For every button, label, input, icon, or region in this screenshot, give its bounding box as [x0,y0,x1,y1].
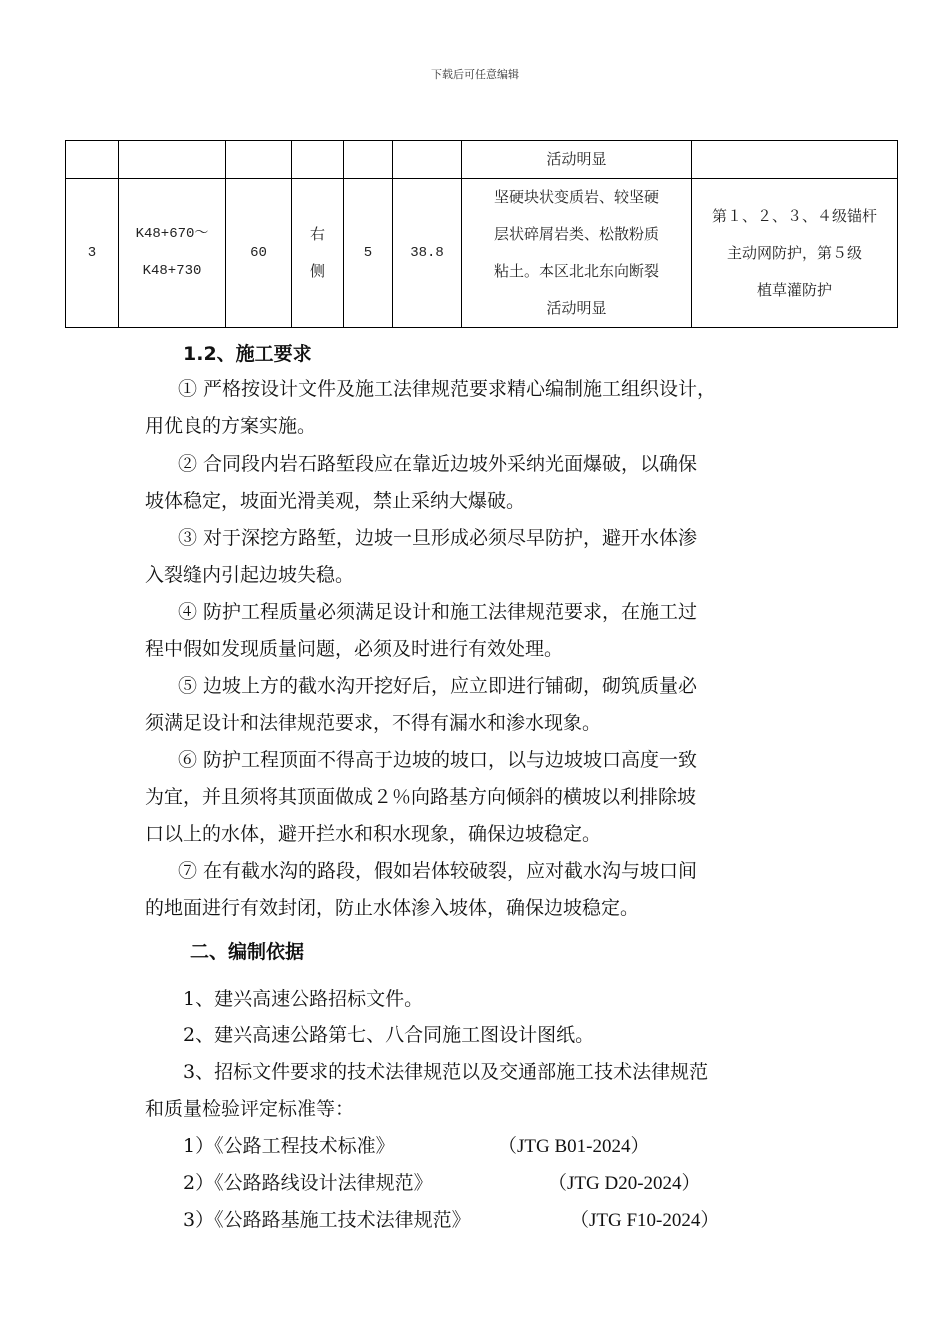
table-cell-side [292,179,344,328]
protection-line: 第１、２、３、４级锚杆 [711,206,877,225]
protection-line: 植草灌防护 [756,280,832,299]
requirement-3-line-1: ③ 对于深挖方路堑，边坡一旦形成必须尽早防护，避开水体渗 [178,527,698,549]
basis-item-1: 1、建兴高速公路招标文件。 [183,988,424,1010]
table-cell [66,141,119,179]
requirement-6-line-1: ⑥ 防护工程顶面不得高于边坡的坡口，以与边坡坡口高度一致 [178,749,698,771]
standard-code-3: （JTG F10-2024） [570,1210,720,1231]
geology-line: 活动明显 [546,299,607,317]
geology-line: 坚硬块状变质岩、较坚硬 [493,188,659,206]
standard-ref-3: 3）《公路路基施工技术法律规范》 [183,1209,471,1231]
station-start: K48+670～ [135,226,209,242]
table-cell [119,141,226,179]
table-row [66,179,898,328]
page-header-note: 下载后可任意编辑 [431,68,519,81]
standard-code-2: （JTG D20-2024） [548,1173,701,1194]
station-end: K48+730 [142,263,202,279]
requirement-6-line-3: 口以上的水体，避开拦水和积水现象，确保边坡稳定。 [145,823,602,845]
table-cell [393,141,462,179]
requirement-1-line-1: ① 严格按设计文件及施工法律规范要求精心编制施工组织设计， [178,378,717,400]
standard-code-1: （JTG B01-2024） [498,1136,650,1157]
table-cell-protection [692,179,898,328]
basis-item-3-cont: 和质量检验评定标准等： [145,1098,355,1120]
requirement-5-line-1: ⑤ 边坡上方的截水沟开挖好后，应立即进行铺砌，砌筑质量必 [178,675,698,697]
table-cell-height: 38.8 [393,179,462,328]
requirement-3-line-2: 入裂缝内引起边坡失稳。 [145,564,355,586]
table-cell-no: 3 [66,179,119,328]
standard-ref-2: 2）《公路路线设计法律规范》 [183,1172,433,1194]
requirement-5-line-2: 须满足设计和法律规范要求，不得有漏水和渗水现象。 [145,712,602,734]
geology-line: 层状碎屑岩类、松散粉质 [493,225,659,243]
protection-line: 主动网防护，第５级 [726,243,862,262]
geology-line: 粘土。本区北北东向断裂 [493,262,659,280]
requirement-4-line-1: ④ 防护工程质量必须满足设计和施工法律规范要求，在施工过 [178,601,698,623]
requirement-1-line-2: 用优良的方案实施。 [145,415,317,437]
table-cell-geology [462,179,692,328]
basis-item-2: 2、建兴高速公路第七、八合同施工图设计图纸。 [183,1024,595,1046]
table-cell [292,141,344,179]
table-cell-geology: 活动明显 [462,141,692,179]
requirement-2-line-2: 坡体稳定，坡面光滑美观，禁止采纳大爆破。 [145,490,526,512]
section-heading: 1.2、施工要求 [183,343,312,365]
requirement-4-line-2: 程中假如发现质量问题，必须及时进行有效处理。 [145,638,564,660]
table-cell [344,141,393,179]
table-cell-levels: 5 [344,179,393,328]
standard-ref-1: 1）《公路工程技术标准》 [183,1135,395,1157]
slope-protection-table [65,140,898,328]
requirement-7-line-2: 的地面进行有效封闭，防止水体渗入坡体，确保边坡稳定。 [145,897,640,919]
table-cell-length: 60 [226,179,292,328]
side-char-2: 侧 [309,262,325,280]
table-cell-station [119,179,226,328]
section-heading: 二、编制依据 [190,941,305,963]
table-row [66,141,898,179]
side-char-1: 右 [309,225,325,243]
table-cell [226,141,292,179]
requirement-2-line-1: ② 合同段内岩石路堑段应在靠近边坡外采纳光面爆破，以确保 [178,453,698,475]
table-cell [692,141,898,179]
requirement-6-line-2: 为宜，并且须将其顶面做成２％向路基方向倾斜的横坡以利排除坡 [145,786,697,808]
basis-item-3: 3、招标文件要求的技术法律规范以及交通部施工技术法律规范 [183,1061,709,1083]
requirement-7-line-1: ⑦ 在有截水沟的路段，假如岩体较破裂，应对截水沟与坡口间 [178,860,698,882]
